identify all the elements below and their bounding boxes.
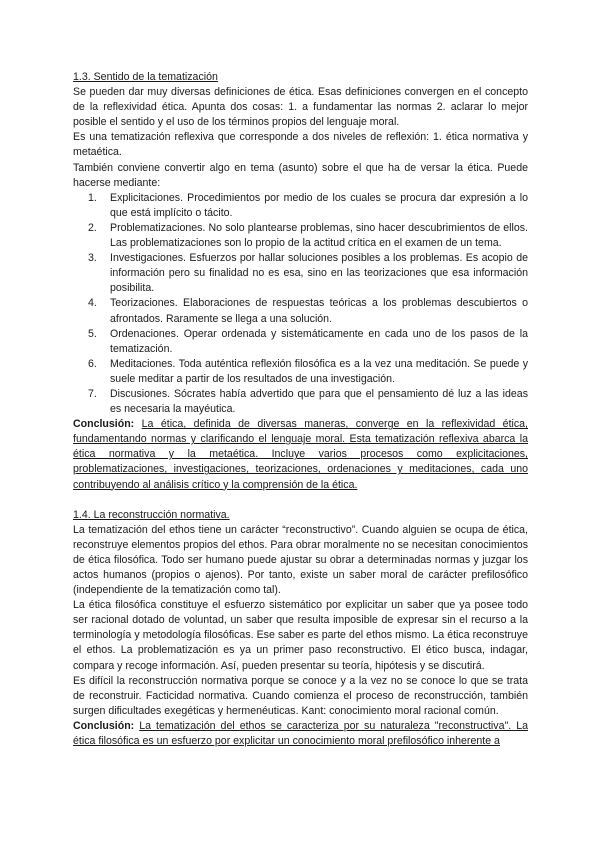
conclusion	[73, 417, 528, 492]
list-number: 2.	[88, 221, 97, 234]
list-item	[88, 251, 528, 296]
conclusion-label: Conclusión:	[73, 719, 135, 732]
list-item	[88, 327, 528, 357]
paragraph: La tematización del ethos tiene un carácter “reconstructivo”. Cuando alguien se ocupa de ética, reconstruye elementos propios del ethos. Para obrar moralmente no se necesitan conocimientos de ética filosófica. Todo ser humano puede ajustar su obrar a determinadas normas y juzgar los actos humanos (propios o ajenos). Por tanto, existe un saber moral de carácter prefilosófico (independiente de la tematización como tal).	[73, 523, 528, 597]
list-number: 5.	[88, 327, 97, 340]
section-heading: 1.4. La reconstrucción normativa.	[73, 508, 230, 521]
list-item	[88, 296, 528, 326]
paragraph: La ética filosófica constituye el esfuerzo sistemático por explicitar un saber que ya posee todo ser racional dotado de voluntad, un saber que resulta imposible de expresar sin el recurso a la terminología y metodología filosóficas. Ese saber es parte del ethos mismo. La ética reconstruye el ethos. La problematización es ya un primer paso reconstructivo. El ético busca, indagar, compara y recoge información. Así, pueden presentar su teoría, hipótesis y se discutirá.	[73, 599, 528, 672]
list-item	[88, 221, 528, 251]
paragraph: Es difícil la reconstrucción normativa porque se conoce y a la vez no se conoce lo que se trata de reconstruir. Facticidad normativa. Cuando comienza el proceso de reconstrucción, también surgen dificultades exegéticas y hermenéuticas. Kant: conocimiento moral racional común.	[73, 674, 528, 717]
list-item-text: Discusiones. Sócrates había advertido que para que el pensamiento dé luz a las ideas es necesaria la mayéutica.	[110, 387, 528, 416]
section-spacer	[73, 493, 528, 508]
paragraph: Se pueden dar muy diversas definiciones de ética. Esas definiciones convergen en el concepto de la reflexividad ética. Apunta dos cosas: 1. a fundamentar las normas 2. aclarar lo mejor posible el sentido y el uso de los términos propios del lenguaje moral.	[73, 86, 528, 129]
list-number: 1.	[88, 191, 97, 204]
conclusion-label: Conclusión:	[73, 418, 135, 431]
numbered-list	[73, 191, 528, 417]
list-item	[88, 357, 528, 387]
paragraph: También conviene convertir algo en tema (asunto) sobre el que ha de versar la ética. Puede hacerse mediante:	[73, 161, 528, 189]
paragraph: Es una tematización reflexiva que corresponde a dos niveles de reflexión: 1. ética normativa y metaética.	[73, 131, 528, 159]
conclusion-text: La ética, definida de diversas maneras, converge en la reflexividad ética, fundamentando normas y clarificando el lenguaje moral. Esta tematización reflexiva abarca la ética normativa y la metaética. Incluye varios procesos como explicitaciones, problematizaciones, investigaciones, teorizaciones, ordenaciones y meditaciones, cada uno contribuyendo al análisis crítico y la comprensión de la ética.	[73, 418, 528, 491]
list-item-text: Ordenaciones. Operar ordenada y sistemáticamente en cada uno de los pasos de la tematización.	[110, 327, 528, 355]
list-item	[88, 191, 528, 221]
section-heading: 1.3. Sentido de la tematización	[73, 71, 218, 83]
list-item	[88, 387, 528, 417]
conclusion	[73, 719, 528, 749]
list-number: 7.	[88, 387, 97, 400]
list-item-text: Investigaciones. Esfuerzos por hallar soluciones posibles a los problemas. Es acopio de información pero su finalidad no es esa, sino en las teorizaciones que esa información posibilita.	[110, 252, 528, 295]
list-item-text: Problematizaciones. No solo plantearse problemas, sino hacer descubrimientos de ellos. Las problematizaciones son lo propio de la actitud crítica en el examen de un tema.	[110, 221, 528, 250]
list-item-text: Explicitaciones. Procedimientos por medio de los cuales se procura dar expresión a lo que está implícito o tácito.	[110, 191, 528, 219]
list-number: 3.	[88, 252, 97, 265]
list-item-text: Meditaciones. Toda auténtica reflexión filosófica es a la vez una meditación. Se puede y suele meditar a partir de los resultados de una investigación.	[110, 357, 528, 385]
list-number: 6.	[88, 357, 97, 370]
conclusion-text: La tematización del ethos se caracteriza por su naturaleza "reconstructiva". La ética filosófica es un esfuerzo por explicitar un conocimiento moral prefilosófico inherente a	[73, 719, 528, 748]
list-item-text: Teorizaciones. Elaboraciones de respuestas teóricas a los problemas descubiertos o afrontados. Raramente se llega a una solución.	[110, 297, 528, 325]
list-number: 4.	[88, 297, 97, 310]
